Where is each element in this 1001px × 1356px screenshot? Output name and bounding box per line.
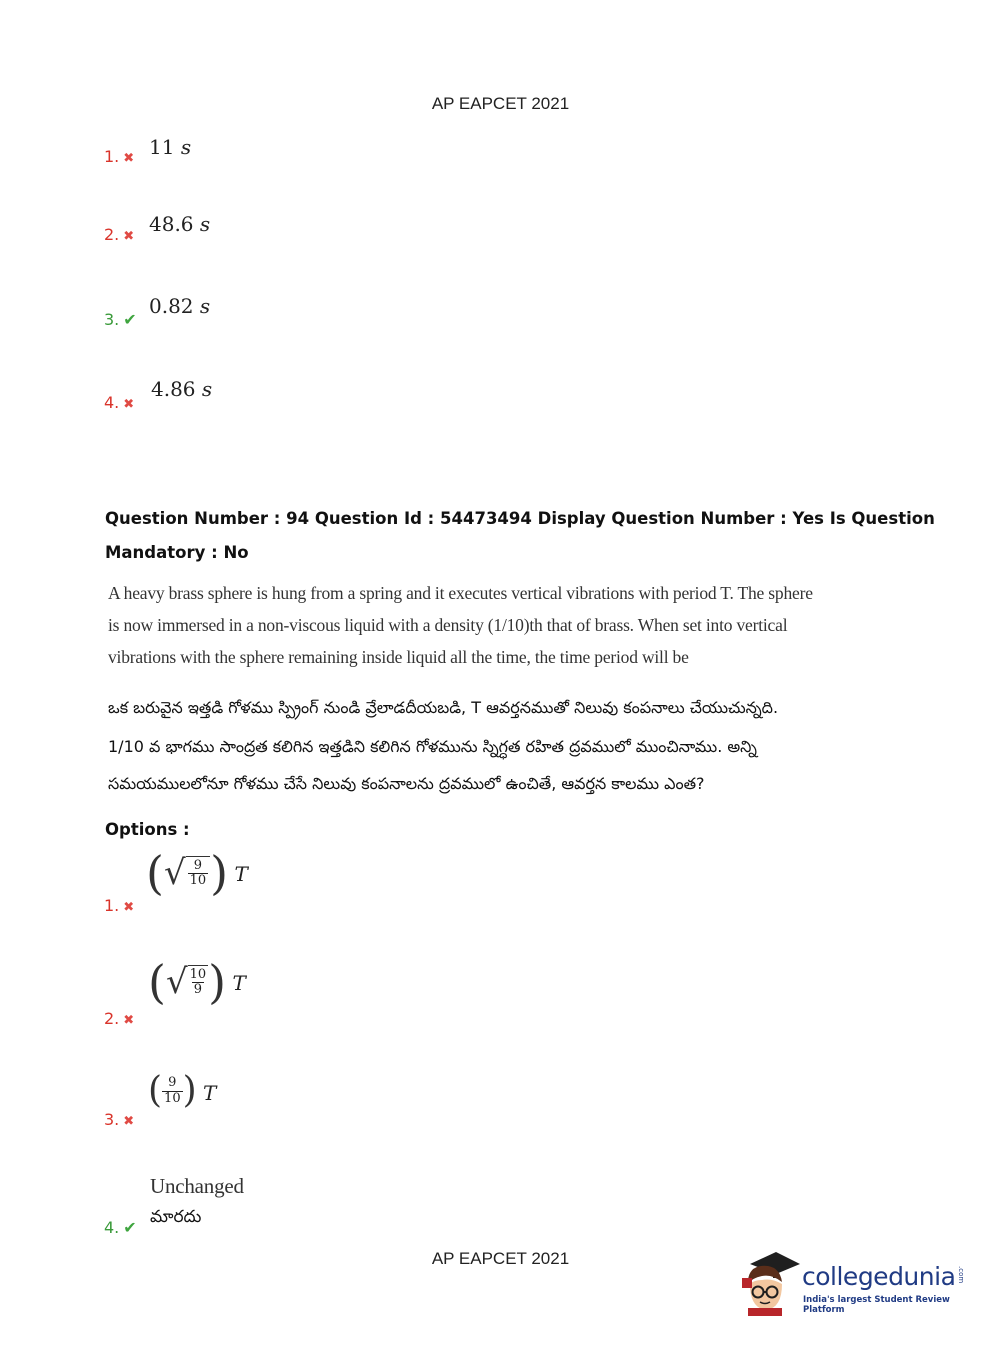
option-number: 3.: [104, 310, 120, 329]
prev-option-1-value: 11 s: [149, 135, 192, 159]
option-1: [104, 896, 134, 916]
logo-wordmark: collegedunia: [802, 1262, 956, 1291]
question-english-line-1: A heavy brass sphere is hung from a spring and it executes vertical vibrations with period T. The sphere: [108, 583, 813, 603]
question-meta-line-1: Question Number : 94 Question Id : 54473494 Display Question Number : Yes Is Question: [105, 509, 935, 528]
question-telugu-line-3: సమయములలోనూ గోళము చేసే నిలువు కంపనాలను ద్రవములో ఉంచితే, ఆవర్తన కాలము ఎంత?: [108, 774, 705, 793]
page-header: AP EAPCET 2021: [431, 94, 570, 113]
option-number: 2.: [104, 1009, 120, 1028]
option-2: [104, 1009, 134, 1029]
option-number: 4.: [104, 393, 120, 412]
prev-option-1: [104, 147, 134, 167]
prev-option-2-value: 48.6 s: [149, 212, 211, 236]
option-4: [104, 1218, 137, 1238]
question-meta-line-2: Mandatory : No: [105, 543, 249, 562]
prev-option-4-value: 4.86 s: [151, 377, 213, 401]
wrong-icon: ✖: [123, 396, 135, 411]
option-4-text-te: మారదు: [150, 1207, 202, 1227]
wrong-icon: ✖: [123, 228, 135, 243]
option-3: [104, 1110, 134, 1130]
option-4-text-en: Unchanged: [150, 1174, 244, 1198]
options-label: Options :: [105, 820, 190, 839]
option-number: 2.: [104, 225, 120, 244]
option-3-formula: ( $\frac{9}{10}$ ) T: [148, 1070, 217, 1111]
wrong-icon: ✖: [123, 1113, 135, 1128]
prev-option-3-value: 0.82 s: [149, 294, 211, 318]
collegedunia-logo: [742, 1250, 967, 1320]
option-1-formula: ( √ $\frac{9}{10}$ ) T: [146, 846, 248, 900]
option-number: 3.: [104, 1110, 120, 1129]
wrong-icon: ✖: [123, 150, 135, 165]
logo-tagline: India's largest Student Review Platform: [803, 1295, 950, 1315]
option-number: 1.: [104, 896, 120, 915]
question-english-line-3: vibrations with the sphere remaining inside liquid all the time, the time period will be: [108, 647, 689, 667]
option-number: 1.: [104, 147, 120, 166]
question-english-line-2: is now immersed in a non-viscous liquid with a density (1/10)th that of brass. When set into vertical: [108, 615, 788, 635]
wrong-icon: ✖: [123, 1012, 135, 1027]
logo-tld: .com: [957, 1266, 965, 1284]
question-telugu-line-2: 1/10 వ భాగము సాంద్రత కలిగిన ఇత్తడిని కలిగిన గోళమును స్నిగ్ధత రహిత ద్రవములో ముంచినాము. అన్ని: [108, 737, 757, 756]
mascot-icon: [742, 1250, 802, 1318]
prev-option-2: [104, 225, 134, 245]
page-footer: AP EAPCET 2021: [431, 1249, 570, 1268]
wrong-icon: ✖: [123, 899, 135, 914]
option-number: 4.: [104, 1218, 120, 1237]
option-2-formula: ( √ $\frac{10}{9}$ ) T: [148, 955, 246, 1009]
prev-option-3: [104, 310, 137, 330]
prev-option-4: [104, 393, 134, 413]
check-icon: ✔: [123, 1220, 137, 1237]
check-icon: ✔: [123, 312, 137, 329]
question-telugu-line-1: ఒక బరువైన ఇత్తడి గోళము స్ప్రింగ్ నుండి వ్రేలాడదీయబడి, T ఆవర్తనముతో నిలువు కంపనాలు చేయుచున్నది.: [108, 698, 779, 717]
